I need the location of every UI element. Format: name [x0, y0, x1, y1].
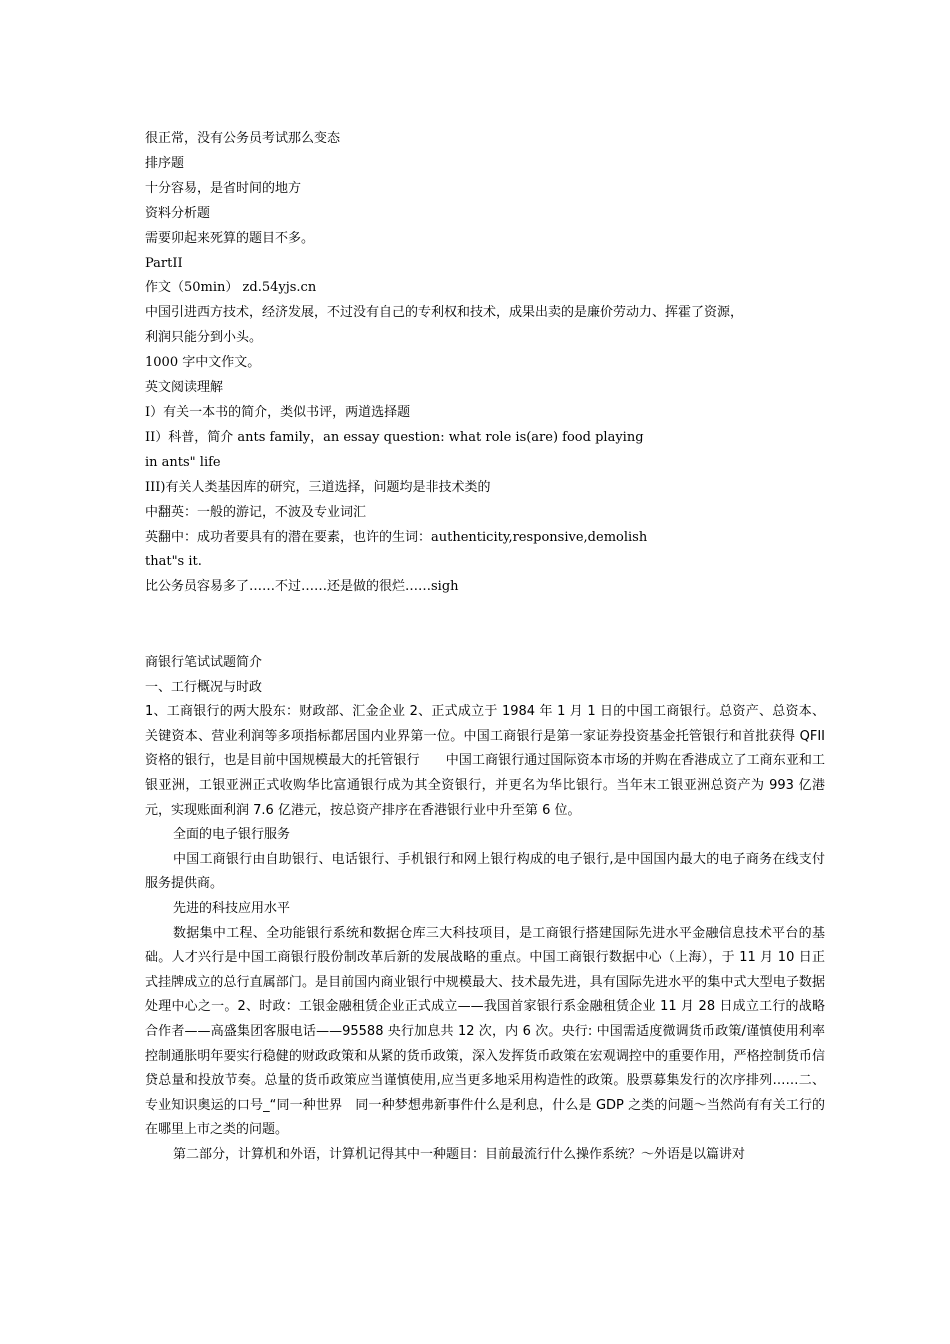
text-line: 英翻中：成功者要具有的潜在要素，也许的生词：authenticity,responsive,demolish — [145, 529, 648, 545]
text-line: that"s it. — [145, 554, 202, 570]
text-line: PartII — [145, 255, 183, 271]
text-line: II）科普，简介 ants family，an essay question: what role is(are) food playing — [145, 429, 644, 445]
section-heading: 一、工行概况与时政 — [145, 679, 263, 695]
paragraph: 1、工商银行的两大股东：财政部、汇金企业 2、正式成立于 1984 年 1 月 1 日的中国工商银行。总资产、总资本、关键资本、营业利润等多项指标都居国内业界第一位。中国工商银行是第一家证券投资基金托管银行和首批获得 QFII 资格的银行，也是目前中国规模最大的托管银行 中国工商银行通过国际资本市场的并购在香港成立了工商东亚和工银亚洲，工银亚洲正式收购华比富通银行成为其全资银行，并更名为华比银行。当年末工银亚洲总资产为 993 亿港元，实现账面利润 7.6 亿港元，按总资产排序在香港银行业中升至第 6 位。 — [145, 704, 825, 818]
paragraph: 中国工商银行由自助银行、电话银行、手机银行和网上银行构成的电子银行,是中国国内最大的电子商务在线支付服务提供商。 — [145, 851, 825, 892]
text-line: in ants" life — [145, 454, 221, 470]
text-line: I）有关一本书的简介，类似书评，两道选择题 — [145, 404, 411, 420]
text-line: III)有关人类基因库的研究，三道选择，问题均是非技术类的 — [145, 479, 491, 495]
text-line: 排序题 — [145, 155, 185, 171]
paragraph: 先进的科技应用水平 — [173, 900, 291, 916]
text-line: 资料分析题 — [145, 205, 211, 221]
text-line: 很正常，没有公务员考试那么变态 — [145, 131, 341, 146]
text-line: 利润只能分到小头。 — [145, 330, 263, 346]
paragraph: 第二部分，计算机和外语，计算机记得其中一种题目：目前最流行什么操作系统？～外语是以篇讲对 — [173, 1146, 746, 1162]
text-line: 英文阅读理解 — [145, 380, 224, 396]
text-line: 1000 字中文作文。 — [145, 355, 261, 371]
bank-exam-section — [145, 651, 825, 1167]
section-title: 商银行笔试试题简介 — [145, 655, 263, 670]
exam-notes-section — [145, 127, 825, 600]
text-line: 中国引进西方技术，经济发展，不过没有自己的专利权和技术，成果出卖的是廉价劳动力、挥霍了资源， — [145, 305, 744, 321]
text-line: 比公务员容易多了……不过……还是做的很烂……sigh — [145, 579, 459, 595]
text-line: 作文（50min） zd.54yjs.cn — [145, 280, 317, 296]
text-line: 需要卯起来死算的题目不多。 — [145, 230, 315, 246]
text-line: 中翻英：一般的游记，不波及专业词汇 — [145, 504, 367, 520]
paragraph: 全面的电子银行服务 — [173, 827, 291, 843]
text-line: 十分容易，是省时间的地方 — [145, 180, 302, 196]
paragraph: 数据集中工程、全功能银行系统和数据仓库三大科技项目，是工商银行搭建国际先进水平金融信息技术平台的基础。人才兴行是中国工商银行股份制改革后新的发展战略的重点。中国工商银行数据中心（上海），于 11 月 10 日正式挂牌成立的总行直属部门。是目前国内商业银行中规模最大、技术最先进，具有国际先进水平的集中式大型电子数据处理中心之一。2、时政：工银金融租赁企业正式成立——我国首家银行系金融租赁企业 11 月 28 日成立工行的战略合作者——高盛集团客服电话——95588 央行加息共 12 次，内 6 次。央行: 中国需适度微调货币政策/谨慎使用利率控制通胀明年要实行稳健的财政政策和从紧的货币政策，深入发挥货币政策在宏观调控中的重要作用，严格控制货币信贷总量和投放节奏。总量的货币政策应当谨慎使用,应当更多地采用构造性的政策。股票募集发行的次序排列……二、专业知识奥运的口号_“同一种世界 同一种梦想弗新事件什么是利息，什么是 GDP 之类的问题～当然尚有有关工行的在哪里上市之类的问题。 — [145, 925, 825, 1138]
